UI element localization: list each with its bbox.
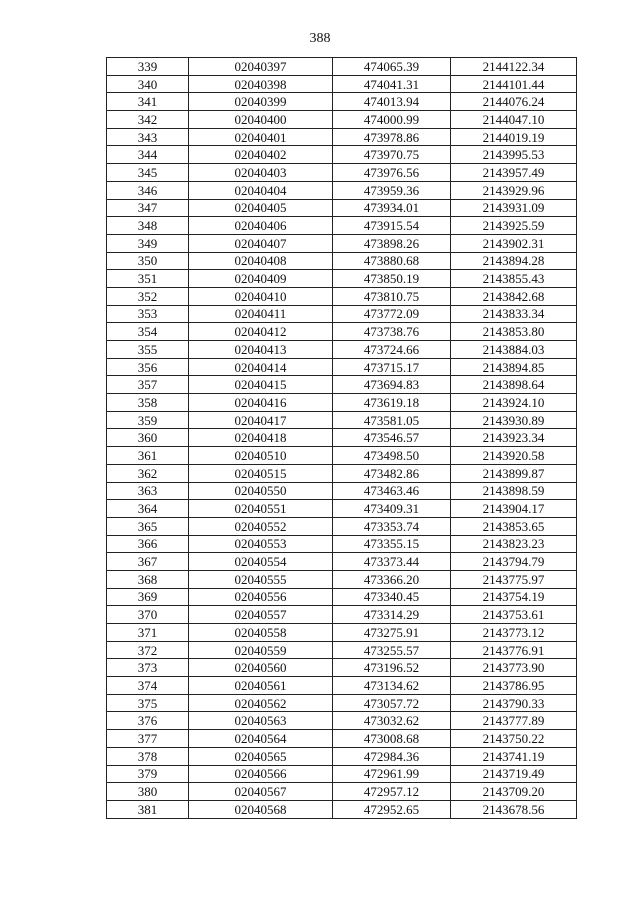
table-row xyxy=(107,93,577,111)
row-number-cell: 380 xyxy=(107,783,189,801)
row-number-cell: 378 xyxy=(107,747,189,765)
point-id-cell: 02040400 xyxy=(189,111,333,129)
table-row xyxy=(107,270,577,288)
row-number-cell: 366 xyxy=(107,535,189,553)
x-coordinate-cell: 473694.83 xyxy=(333,376,451,394)
y-coordinate-cell: 2143750.22 xyxy=(451,730,577,748)
table-row xyxy=(107,358,577,376)
y-coordinate-cell: 2143719.49 xyxy=(451,765,577,783)
x-coordinate-cell: 473134.62 xyxy=(333,677,451,695)
point-id-cell: 02040565 xyxy=(189,747,333,765)
row-number-cell: 359 xyxy=(107,411,189,429)
table-row xyxy=(107,641,577,659)
point-id-cell: 02040397 xyxy=(189,58,333,76)
y-coordinate-cell: 2144101.44 xyxy=(451,75,577,93)
point-id-cell: 02040550 xyxy=(189,482,333,500)
x-coordinate-cell: 473008.68 xyxy=(333,730,451,748)
point-id-cell: 02040555 xyxy=(189,570,333,588)
row-number-cell: 353 xyxy=(107,305,189,323)
x-coordinate-cell: 472984.36 xyxy=(333,747,451,765)
x-coordinate-cell: 473463.46 xyxy=(333,482,451,500)
table-row xyxy=(107,128,577,146)
row-number-cell: 341 xyxy=(107,93,189,111)
row-number-cell: 339 xyxy=(107,58,189,76)
y-coordinate-cell: 2143678.56 xyxy=(451,800,577,818)
point-id-cell: 02040510 xyxy=(189,447,333,465)
row-number-cell: 344 xyxy=(107,146,189,164)
row-number-cell: 345 xyxy=(107,164,189,182)
y-coordinate-cell: 2143894.28 xyxy=(451,252,577,270)
table-row xyxy=(107,500,577,518)
x-coordinate-cell: 473373.44 xyxy=(333,553,451,571)
table-row xyxy=(107,75,577,93)
y-coordinate-cell: 2143894.85 xyxy=(451,358,577,376)
table-row xyxy=(107,464,577,482)
x-coordinate-cell: 473934.01 xyxy=(333,199,451,217)
x-coordinate-cell: 473314.29 xyxy=(333,606,451,624)
y-coordinate-cell: 2143776.91 xyxy=(451,641,577,659)
point-id-cell: 02040558 xyxy=(189,624,333,642)
x-coordinate-cell: 473915.54 xyxy=(333,217,451,235)
y-coordinate-cell: 2143898.64 xyxy=(451,376,577,394)
table-row xyxy=(107,341,577,359)
table-row xyxy=(107,287,577,305)
table-row xyxy=(107,765,577,783)
table-row xyxy=(107,111,577,129)
row-number-cell: 372 xyxy=(107,641,189,659)
x-coordinate-cell: 473970.75 xyxy=(333,146,451,164)
x-coordinate-cell: 473772.09 xyxy=(333,305,451,323)
point-id-cell: 02040407 xyxy=(189,234,333,252)
row-number-cell: 347 xyxy=(107,199,189,217)
row-number-cell: 379 xyxy=(107,765,189,783)
x-coordinate-cell: 473898.26 xyxy=(333,234,451,252)
point-id-cell: 02040564 xyxy=(189,730,333,748)
row-number-cell: 364 xyxy=(107,500,189,518)
x-coordinate-cell: 473353.74 xyxy=(333,517,451,535)
x-coordinate-cell: 473255.57 xyxy=(333,641,451,659)
point-id-cell: 02040567 xyxy=(189,783,333,801)
point-id-cell: 02040405 xyxy=(189,199,333,217)
table-row xyxy=(107,624,577,642)
row-number-cell: 363 xyxy=(107,482,189,500)
y-coordinate-cell: 2143842.68 xyxy=(451,287,577,305)
y-coordinate-cell: 2143931.09 xyxy=(451,199,577,217)
point-id-cell: 02040568 xyxy=(189,800,333,818)
table-row xyxy=(107,217,577,235)
table-row xyxy=(107,712,577,730)
row-number-cell: 361 xyxy=(107,447,189,465)
table-row xyxy=(107,783,577,801)
row-number-cell: 375 xyxy=(107,694,189,712)
x-coordinate-cell: 473355.15 xyxy=(333,535,451,553)
y-coordinate-cell: 2143920.58 xyxy=(451,447,577,465)
x-coordinate-cell: 473275.91 xyxy=(333,624,451,642)
point-id-cell: 02040411 xyxy=(189,305,333,323)
table-row xyxy=(107,234,577,252)
point-id-cell: 02040561 xyxy=(189,677,333,695)
x-coordinate-cell: 473057.72 xyxy=(333,694,451,712)
y-coordinate-cell: 2144076.24 xyxy=(451,93,577,111)
row-number-cell: 360 xyxy=(107,429,189,447)
row-number-cell: 352 xyxy=(107,287,189,305)
table-body xyxy=(107,58,577,819)
table-row xyxy=(107,659,577,677)
x-coordinate-cell: 473724.66 xyxy=(333,341,451,359)
x-coordinate-cell: 472952.65 xyxy=(333,800,451,818)
point-id-cell: 02040417 xyxy=(189,411,333,429)
table-row xyxy=(107,517,577,535)
point-id-cell: 02040413 xyxy=(189,341,333,359)
y-coordinate-cell: 2143957.49 xyxy=(451,164,577,182)
point-id-cell: 02040418 xyxy=(189,429,333,447)
row-number-cell: 349 xyxy=(107,234,189,252)
point-id-cell: 02040563 xyxy=(189,712,333,730)
y-coordinate-cell: 2143853.65 xyxy=(451,517,577,535)
table-row xyxy=(107,747,577,765)
y-coordinate-cell: 2143929.96 xyxy=(451,181,577,199)
y-coordinate-cell: 2143790.33 xyxy=(451,694,577,712)
point-id-cell: 02040562 xyxy=(189,694,333,712)
point-id-cell: 02040403 xyxy=(189,164,333,182)
x-coordinate-cell: 473196.52 xyxy=(333,659,451,677)
y-coordinate-cell: 2143794.79 xyxy=(451,553,577,571)
y-coordinate-cell: 2143777.89 xyxy=(451,712,577,730)
point-id-cell: 02040560 xyxy=(189,659,333,677)
x-coordinate-cell: 473366.20 xyxy=(333,570,451,588)
row-number-cell: 355 xyxy=(107,341,189,359)
point-id-cell: 02040554 xyxy=(189,553,333,571)
row-number-cell: 362 xyxy=(107,464,189,482)
row-number-cell: 381 xyxy=(107,800,189,818)
y-coordinate-cell: 2143753.61 xyxy=(451,606,577,624)
y-coordinate-cell: 2143924.10 xyxy=(451,394,577,412)
y-coordinate-cell: 2143754.19 xyxy=(451,588,577,606)
x-coordinate-cell: 474041.31 xyxy=(333,75,451,93)
point-id-cell: 02040412 xyxy=(189,323,333,341)
row-number-cell: 374 xyxy=(107,677,189,695)
row-number-cell: 368 xyxy=(107,570,189,588)
y-coordinate-cell: 2144047.10 xyxy=(451,111,577,129)
table-row xyxy=(107,535,577,553)
y-coordinate-cell: 2143884.03 xyxy=(451,341,577,359)
y-coordinate-cell: 2143904.17 xyxy=(451,500,577,518)
table-row xyxy=(107,429,577,447)
x-coordinate-cell: 472957.12 xyxy=(333,783,451,801)
point-id-cell: 02040556 xyxy=(189,588,333,606)
table-row xyxy=(107,305,577,323)
x-coordinate-cell: 473032.62 xyxy=(333,712,451,730)
table-row xyxy=(107,606,577,624)
row-number-cell: 342 xyxy=(107,111,189,129)
y-coordinate-cell: 2143899.87 xyxy=(451,464,577,482)
table-row xyxy=(107,730,577,748)
y-coordinate-cell: 2144019.19 xyxy=(451,128,577,146)
table-row xyxy=(107,588,577,606)
y-coordinate-cell: 2143995.53 xyxy=(451,146,577,164)
x-coordinate-cell: 473850.19 xyxy=(333,270,451,288)
x-coordinate-cell: 473409.31 xyxy=(333,500,451,518)
point-id-cell: 02040401 xyxy=(189,128,333,146)
x-coordinate-cell: 473738.76 xyxy=(333,323,451,341)
point-id-cell: 02040566 xyxy=(189,765,333,783)
x-coordinate-cell: 473546.57 xyxy=(333,429,451,447)
y-coordinate-cell: 2143709.20 xyxy=(451,783,577,801)
y-coordinate-cell: 2143775.97 xyxy=(451,570,577,588)
row-number-cell: 377 xyxy=(107,730,189,748)
x-coordinate-cell: 473619.18 xyxy=(333,394,451,412)
point-id-cell: 02040398 xyxy=(189,75,333,93)
x-coordinate-cell: 474000.99 xyxy=(333,111,451,129)
x-coordinate-cell: 473880.68 xyxy=(333,252,451,270)
y-coordinate-cell: 2143853.80 xyxy=(451,323,577,341)
point-id-cell: 02040399 xyxy=(189,93,333,111)
row-number-cell: 369 xyxy=(107,588,189,606)
y-coordinate-cell: 2143923.34 xyxy=(451,429,577,447)
point-id-cell: 02040414 xyxy=(189,358,333,376)
row-number-cell: 367 xyxy=(107,553,189,571)
point-id-cell: 02040559 xyxy=(189,641,333,659)
point-id-cell: 02040406 xyxy=(189,217,333,235)
x-coordinate-cell: 473959.36 xyxy=(333,181,451,199)
table-row xyxy=(107,411,577,429)
table-row xyxy=(107,553,577,571)
row-number-cell: 373 xyxy=(107,659,189,677)
point-id-cell: 02040416 xyxy=(189,394,333,412)
table-row xyxy=(107,800,577,818)
table-row xyxy=(107,146,577,164)
y-coordinate-cell: 2144122.34 xyxy=(451,58,577,76)
table-row xyxy=(107,447,577,465)
row-number-cell: 357 xyxy=(107,376,189,394)
coordinates-table xyxy=(106,57,577,819)
x-coordinate-cell: 473978.86 xyxy=(333,128,451,146)
row-number-cell: 340 xyxy=(107,75,189,93)
table-row xyxy=(107,482,577,500)
table-row xyxy=(107,323,577,341)
y-coordinate-cell: 2143902.31 xyxy=(451,234,577,252)
table-row xyxy=(107,164,577,182)
row-number-cell: 354 xyxy=(107,323,189,341)
table-row xyxy=(107,199,577,217)
x-coordinate-cell: 473498.50 xyxy=(333,447,451,465)
x-coordinate-cell: 473340.45 xyxy=(333,588,451,606)
y-coordinate-cell: 2143773.12 xyxy=(451,624,577,642)
row-number-cell: 371 xyxy=(107,624,189,642)
table-row xyxy=(107,58,577,76)
x-coordinate-cell: 474065.39 xyxy=(333,58,451,76)
y-coordinate-cell: 2143855.43 xyxy=(451,270,577,288)
point-id-cell: 02040404 xyxy=(189,181,333,199)
point-id-cell: 02040402 xyxy=(189,146,333,164)
row-number-cell: 376 xyxy=(107,712,189,730)
point-id-cell: 02040552 xyxy=(189,517,333,535)
y-coordinate-cell: 2143773.90 xyxy=(451,659,577,677)
point-id-cell: 02040551 xyxy=(189,500,333,518)
point-id-cell: 02040410 xyxy=(189,287,333,305)
table-row xyxy=(107,181,577,199)
x-coordinate-cell: 473715.17 xyxy=(333,358,451,376)
point-id-cell: 02040408 xyxy=(189,252,333,270)
point-id-cell: 02040409 xyxy=(189,270,333,288)
page-number: 388 xyxy=(309,31,331,46)
point-id-cell: 02040553 xyxy=(189,535,333,553)
table-row xyxy=(107,677,577,695)
table-row xyxy=(107,252,577,270)
y-coordinate-cell: 2143741.19 xyxy=(451,747,577,765)
x-coordinate-cell: 473810.75 xyxy=(333,287,451,305)
table-row xyxy=(107,694,577,712)
row-number-cell: 370 xyxy=(107,606,189,624)
point-id-cell: 02040515 xyxy=(189,464,333,482)
row-number-cell: 358 xyxy=(107,394,189,412)
row-number-cell: 343 xyxy=(107,128,189,146)
y-coordinate-cell: 2143823.23 xyxy=(451,535,577,553)
row-number-cell: 365 xyxy=(107,517,189,535)
table-row xyxy=(107,376,577,394)
x-coordinate-cell: 473976.56 xyxy=(333,164,451,182)
y-coordinate-cell: 2143925.59 xyxy=(451,217,577,235)
y-coordinate-cell: 2143786.95 xyxy=(451,677,577,695)
table-row xyxy=(107,394,577,412)
row-number-cell: 351 xyxy=(107,270,189,288)
point-id-cell: 02040415 xyxy=(189,376,333,394)
row-number-cell: 348 xyxy=(107,217,189,235)
x-coordinate-cell: 473581.05 xyxy=(333,411,451,429)
point-id-cell: 02040557 xyxy=(189,606,333,624)
x-coordinate-cell: 474013.94 xyxy=(333,93,451,111)
y-coordinate-cell: 2143898.59 xyxy=(451,482,577,500)
row-number-cell: 346 xyxy=(107,181,189,199)
table-row xyxy=(107,570,577,588)
y-coordinate-cell: 2143833.34 xyxy=(451,305,577,323)
row-number-cell: 350 xyxy=(107,252,189,270)
x-coordinate-cell: 473482.86 xyxy=(333,464,451,482)
x-coordinate-cell: 472961.99 xyxy=(333,765,451,783)
y-coordinate-cell: 2143930.89 xyxy=(451,411,577,429)
row-number-cell: 356 xyxy=(107,358,189,376)
